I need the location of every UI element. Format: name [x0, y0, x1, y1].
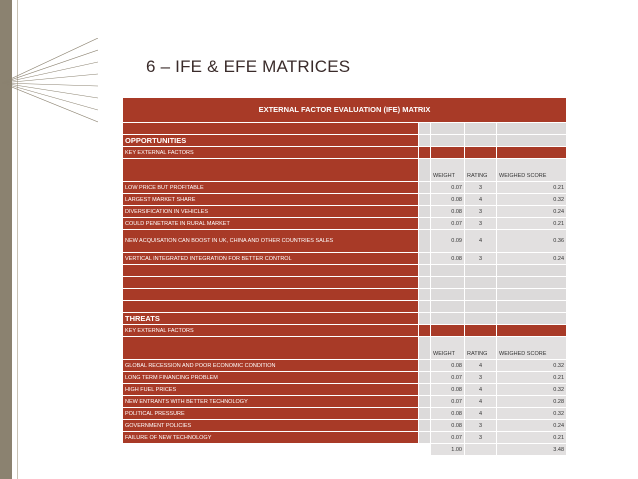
table-row: GOVERNMENT POLICIES 0.08 3 0.24 [123, 420, 567, 432]
table-row: POLITICAL PRESSURE 0.08 4 0.32 [123, 408, 567, 420]
totals-row [123, 444, 567, 456]
table-row: GLOBAL RECESSION AND POOR ECONOMIC CONDITION 0.08 4 0.32 [123, 360, 567, 372]
weight-column-header: WEIGHT [431, 159, 465, 182]
score-column-header: WEIGHED SCORE [497, 337, 567, 360]
rating-column-header: RATING [465, 337, 497, 360]
table-row: COULD PENETRATE IN RURAL MARKET 0.07 3 0.21 [123, 218, 567, 230]
decorative-rays-icon [2, 38, 98, 128]
table-row: NEW ENTRANTS WITH BETTER TECHNOLOGY 0.07 4 0.28 [123, 396, 567, 408]
efe-matrix-table [122, 97, 566, 456]
table-row: NEW ACQUISATION CAN BOOST IN UK, CHINA AND OTHER COUNTRIES SALES 0.09 4 0.36 [123, 230, 567, 253]
table-row: DIVERSIFICATION IN VEHICLES 0.08 3 0.24 [123, 206, 567, 218]
rating-column-header: RATING [465, 159, 497, 182]
total-weight: 1.00 [431, 444, 465, 456]
total-score: 3.48 [497, 444, 567, 456]
table-row: VERTICAL INTEGRATED INTEGRATION FOR BETTER CONTROL 0.08 3 0.24 [123, 253, 567, 265]
slide-title: 6 – IFE & EFE MATRICES [146, 57, 351, 76]
score-column-header: WEIGHED SCORE [497, 159, 567, 182]
threats-key-label: KEY EXTERNAL FACTORS [123, 325, 419, 337]
table-row: LONG TERM FINANCING PROBLEM 0.07 3 0.21 [123, 372, 567, 384]
opportunities-label: OPPORTUNITIES [123, 135, 419, 147]
table-row: LOW PRICE BUT PROFITABLE 0.07 3 0.21 [123, 182, 567, 194]
weight-column-header: WEIGHT [431, 337, 465, 360]
table-row: FAILURE OF NEW TECHNOLOGY 0.07 3 0.21 [123, 432, 567, 444]
table-row: LARGEST MARKET SHARE 0.08 4 0.32 [123, 194, 567, 206]
opportunities-key-label: KEY EXTERNAL FACTORS [123, 147, 419, 159]
table-row: HIGH FUEL PRICES 0.08 4 0.32 [123, 384, 567, 396]
threats-label: THREATS [123, 313, 419, 325]
matrix-header: EXTERNAL FACTOR EVALUATION (IFE) MATRIX [123, 98, 567, 123]
